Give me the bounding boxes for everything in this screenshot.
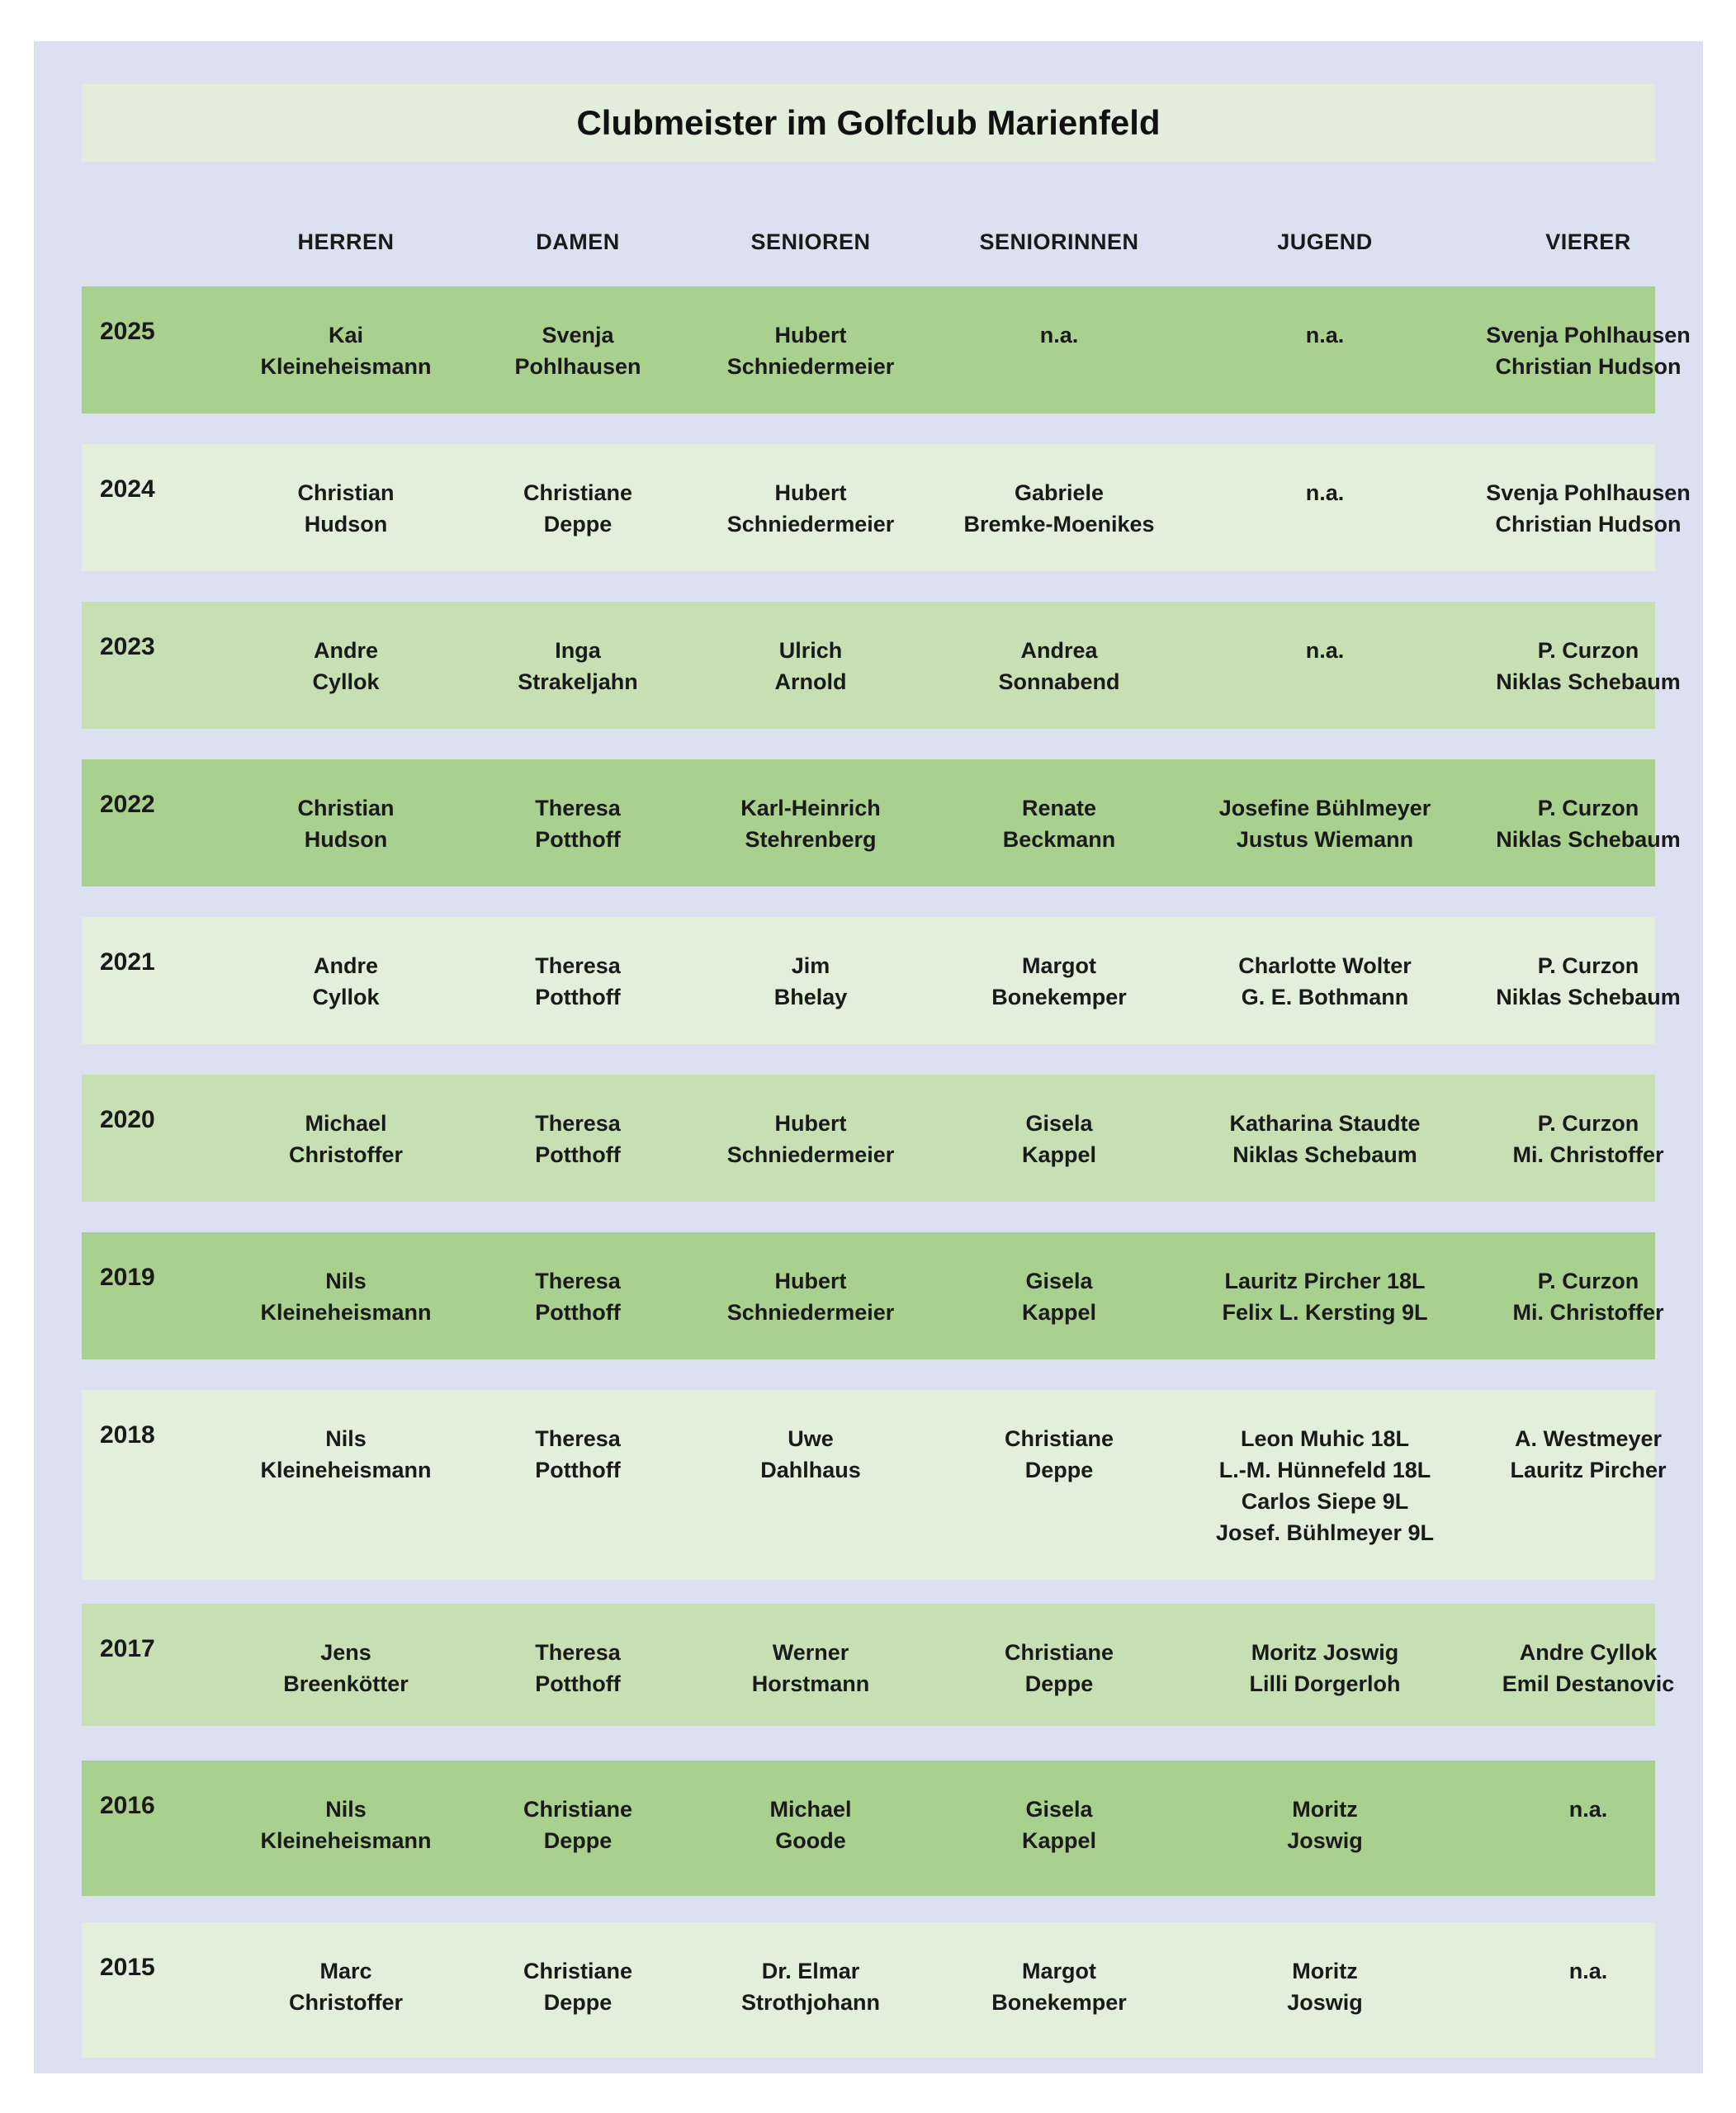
cell-herren bbox=[297, 792, 394, 855]
cell-seniorinnen bbox=[1005, 1637, 1114, 1699]
cell-line: Joswig bbox=[1287, 1990, 1363, 2015]
cell-vierer bbox=[1569, 1794, 1608, 1825]
cell-damen bbox=[523, 477, 632, 540]
cell-line: P. Curzon bbox=[1537, 1269, 1639, 1293]
cell-line: Hubert bbox=[774, 323, 847, 347]
cell-jugend bbox=[1287, 1794, 1363, 1856]
cell-vierer bbox=[1486, 477, 1691, 540]
cell-vierer bbox=[1569, 1955, 1608, 1987]
cell-seniorinnen bbox=[991, 1955, 1127, 2018]
cell-line: Werner bbox=[772, 1640, 849, 1665]
cell-line: Leon Muhic 18L bbox=[1240, 1426, 1410, 1451]
cell-line: Breenkötter bbox=[283, 1671, 409, 1696]
cell-line: Bhelay bbox=[773, 985, 848, 1009]
cell-line: Hubert bbox=[774, 1269, 847, 1293]
cell-damen bbox=[514, 319, 641, 382]
cell-line: Andre Cyllok bbox=[1519, 1640, 1658, 1665]
cell-line: n.a. bbox=[1305, 480, 1345, 505]
cell-herren bbox=[260, 319, 431, 382]
cell-line: Deppe bbox=[1024, 1458, 1094, 1482]
cell-line: Deppe bbox=[1024, 1671, 1094, 1696]
year-label: 2020 bbox=[100, 1106, 155, 1133]
cell-line: Karl-Heinrich bbox=[740, 796, 881, 820]
cell-vierer bbox=[1502, 1637, 1675, 1699]
cell-vierer bbox=[1496, 950, 1681, 1013]
cell-line: Justus Wiemann bbox=[1236, 827, 1414, 852]
cell-line: Hubert bbox=[774, 480, 847, 505]
cell-damen bbox=[535, 1637, 621, 1699]
year-label: 2021 bbox=[100, 948, 155, 976]
cell-line: n.a. bbox=[1039, 323, 1079, 347]
cell-vierer bbox=[1486, 319, 1691, 382]
cell-senioren bbox=[775, 635, 847, 697]
cell-line: Kai bbox=[328, 323, 364, 347]
cell-line: Pohlhausen bbox=[514, 354, 641, 379]
cell-seniorinnen bbox=[1022, 1265, 1096, 1328]
cell-senioren bbox=[727, 319, 895, 382]
cell-line: Felix L. Kersting 9L bbox=[1222, 1300, 1428, 1325]
table-row-2019 bbox=[82, 1232, 1664, 1359]
cell-line: Michael bbox=[305, 1111, 387, 1136]
cell-jugend bbox=[1222, 1265, 1427, 1328]
cell-line: Niklas Schebaum bbox=[1496, 827, 1681, 852]
cell-senioren bbox=[740, 792, 881, 855]
cell-senioren bbox=[760, 1423, 861, 1486]
cell-seniorinnen bbox=[999, 635, 1120, 697]
cell-line: Bonekemper bbox=[991, 1990, 1127, 2015]
year-label: 2024 bbox=[100, 475, 155, 503]
table-row-2020 bbox=[82, 1075, 1664, 1202]
cell-line: Deppe bbox=[543, 1990, 613, 2015]
table-row-2021 bbox=[82, 917, 1681, 1044]
cell-line: Kleineheismann bbox=[260, 354, 432, 379]
cell-herren bbox=[260, 1265, 431, 1328]
cell-seniorinnen bbox=[963, 477, 1154, 540]
cell-vierer bbox=[1496, 635, 1681, 697]
table-row-2018 bbox=[82, 1390, 1667, 1580]
cell-seniorinnen bbox=[991, 950, 1127, 1013]
cell-line: Kleineheismann bbox=[260, 1828, 432, 1853]
cell-line: Nils bbox=[325, 1269, 367, 1293]
cell-line: Nils bbox=[325, 1426, 367, 1451]
cell-line: Goode bbox=[775, 1828, 846, 1853]
cell-line: Niklas Schebaum bbox=[1496, 985, 1681, 1009]
cell-damen bbox=[535, 950, 621, 1013]
cell-line: Strakeljahn bbox=[518, 669, 638, 694]
cell-line: Niklas Schebaum bbox=[1232, 1142, 1417, 1167]
year-label: 2023 bbox=[100, 633, 155, 660]
cell-line: Christian Hudson bbox=[1495, 512, 1682, 537]
cell-line: Andre bbox=[313, 953, 378, 978]
cell-line: Christiane bbox=[1004, 1426, 1114, 1451]
cell-line: Joswig bbox=[1287, 1828, 1363, 1853]
cell-line: Kappel bbox=[1021, 1300, 1097, 1325]
cell-line: Deppe bbox=[543, 1828, 613, 1853]
column-header-senioren: SENIOREN bbox=[750, 229, 871, 254]
year-label: 2019 bbox=[100, 1264, 155, 1291]
cell-line: Jens bbox=[320, 1640, 371, 1665]
cell-line: Cyllok bbox=[312, 669, 380, 694]
cell-line: Gabriele bbox=[1014, 480, 1105, 505]
year-label: 2022 bbox=[100, 791, 155, 818]
cell-senioren bbox=[741, 1955, 880, 2018]
cell-line: Potthoff bbox=[535, 985, 621, 1009]
cell-jugend bbox=[1306, 477, 1345, 508]
page-title: Clubmeister im Golfclub Marienfeld bbox=[82, 84, 1655, 162]
cell-line: Potthoff bbox=[535, 1671, 621, 1696]
cell-line: Schniedermeier bbox=[726, 1300, 895, 1325]
cell-line: n.a. bbox=[1305, 638, 1345, 663]
cell-line: Margot bbox=[1022, 953, 1096, 978]
cell-line: Theresa bbox=[535, 1269, 621, 1293]
cell-vierer bbox=[1496, 792, 1681, 855]
year-label: 2018 bbox=[100, 1421, 155, 1449]
cell-damen bbox=[535, 1423, 621, 1486]
table-row-2017 bbox=[82, 1604, 1675, 1726]
table-row-2016 bbox=[82, 1761, 1655, 1896]
cell-line: Gisela bbox=[1025, 1797, 1093, 1822]
cell-line: Carlos Siepe 9L bbox=[1241, 1489, 1409, 1514]
cell-senioren bbox=[774, 950, 848, 1013]
table-row-2015 bbox=[82, 1922, 1655, 2058]
cell-line: Christiane bbox=[523, 1797, 633, 1822]
table-row-2025 bbox=[82, 286, 1691, 414]
cell-line: P. Curzon bbox=[1537, 796, 1639, 820]
cell-line: Theresa bbox=[535, 796, 621, 820]
year-label: 2016 bbox=[100, 1792, 155, 1819]
cell-herren bbox=[289, 1108, 403, 1170]
cell-line: Niklas Schebaum bbox=[1496, 669, 1681, 694]
cell-line: Christian bbox=[297, 480, 395, 505]
cell-vierer bbox=[1510, 1423, 1666, 1486]
cell-senioren bbox=[727, 1265, 895, 1328]
cell-line: Christiane bbox=[523, 1959, 633, 1983]
cell-line: Strothjohann bbox=[741, 1990, 880, 2015]
cell-vierer bbox=[1512, 1108, 1663, 1170]
cell-seniorinnen bbox=[1040, 319, 1079, 351]
cell-line: Moritz bbox=[1292, 1959, 1358, 1983]
cell-damen bbox=[535, 1265, 621, 1328]
cell-damen bbox=[523, 1955, 632, 2018]
cell-line: Theresa bbox=[535, 1111, 621, 1136]
cell-herren bbox=[283, 1637, 409, 1699]
cell-line: Gisela bbox=[1025, 1269, 1093, 1293]
cell-line: n.a. bbox=[1568, 1959, 1608, 1983]
year-label: 2025 bbox=[100, 318, 155, 345]
cell-line: Schniedermeier bbox=[726, 512, 895, 537]
cell-line: Mi. Christoffer bbox=[1512, 1300, 1664, 1325]
column-header-herren: HERREN bbox=[297, 229, 395, 254]
cell-line: Svenja Pohlhausen bbox=[1486, 323, 1691, 347]
cell-jugend bbox=[1219, 792, 1431, 855]
cell-line: Katharina Staudte bbox=[1229, 1111, 1421, 1136]
cell-line: P. Curzon bbox=[1537, 1111, 1639, 1136]
cell-line: A. Westmeyer bbox=[1514, 1426, 1663, 1451]
cell-line: Marc bbox=[319, 1959, 372, 1983]
cell-line: Gisela bbox=[1025, 1111, 1093, 1136]
cell-line: Andre bbox=[313, 638, 378, 663]
cell-herren bbox=[297, 477, 394, 540]
cell-line: Hubert bbox=[774, 1111, 847, 1136]
cell-line: Kleineheismann bbox=[260, 1300, 432, 1325]
cell-line: Hudson bbox=[304, 827, 388, 852]
page-frame bbox=[34, 41, 1703, 2073]
cell-line: Sonnabend bbox=[998, 669, 1120, 694]
cell-damen bbox=[535, 792, 621, 855]
cell-line: Moritz Joswig bbox=[1251, 1640, 1399, 1665]
cell-line: Andrea bbox=[1020, 638, 1098, 663]
cell-herren bbox=[312, 950, 379, 1013]
cell-seniorinnen bbox=[1022, 1108, 1096, 1170]
cell-line: G. E. Bothmann bbox=[1241, 985, 1409, 1009]
cell-line: Inga bbox=[555, 638, 601, 663]
cell-line: Renate bbox=[1021, 796, 1097, 820]
cell-seniorinnen bbox=[1005, 1423, 1114, 1486]
cell-line: P. Curzon bbox=[1537, 953, 1639, 978]
cell-herren bbox=[289, 1955, 403, 2018]
cell-jugend bbox=[1238, 950, 1412, 1013]
cell-line: Christian bbox=[297, 796, 395, 820]
cell-line: Potthoff bbox=[535, 1142, 621, 1167]
cell-line: Schniedermeier bbox=[726, 1142, 895, 1167]
cell-line: Deppe bbox=[543, 512, 613, 537]
cell-line: Christiane bbox=[523, 480, 633, 505]
cell-line: Dr. Elmar bbox=[761, 1959, 860, 1983]
cell-line: Josef. Bühlmeyer 9L bbox=[1215, 1520, 1435, 1545]
column-header-vierer: VIERER bbox=[1545, 229, 1631, 254]
cell-line: Theresa bbox=[535, 1426, 621, 1451]
cell-line: Margot bbox=[1022, 1959, 1096, 1983]
cell-line: Schniedermeier bbox=[726, 354, 895, 379]
cell-herren bbox=[312, 635, 379, 697]
cell-herren bbox=[260, 1423, 431, 1486]
cell-line: n.a. bbox=[1305, 323, 1345, 347]
cell-line: Beckmann bbox=[1002, 827, 1116, 852]
cell-jugend bbox=[1306, 319, 1345, 351]
cell-line: L.-M. Hünnefeld 18L bbox=[1218, 1458, 1431, 1482]
cell-line: Emil Destanovic bbox=[1502, 1671, 1675, 1696]
table-row-2024 bbox=[82, 444, 1691, 571]
cell-line: Theresa bbox=[535, 953, 621, 978]
cell-line: Kappel bbox=[1021, 1828, 1097, 1853]
column-header-seniorinnen: SENIORINNEN bbox=[979, 229, 1139, 254]
cell-line: Horstmann bbox=[751, 1671, 870, 1696]
cell-line: Potthoff bbox=[535, 1458, 621, 1482]
cell-senioren bbox=[752, 1637, 870, 1699]
cell-seniorinnen bbox=[1003, 792, 1116, 855]
cell-line: Mi. Christoffer bbox=[1512, 1142, 1664, 1167]
cell-line: Potthoff bbox=[535, 1300, 621, 1325]
cell-line: Cyllok bbox=[312, 985, 380, 1009]
cell-line: Nils bbox=[325, 1797, 367, 1822]
cell-line: Kappel bbox=[1021, 1142, 1097, 1167]
cell-jugend bbox=[1229, 1108, 1420, 1170]
cell-line: Lauritz Pircher bbox=[1510, 1458, 1667, 1482]
cell-line: Dahlhaus bbox=[760, 1458, 861, 1482]
cell-damen bbox=[535, 1108, 621, 1170]
cell-line: Arnold bbox=[774, 669, 847, 694]
cell-damen bbox=[518, 635, 638, 697]
cell-line: Bonekemper bbox=[991, 985, 1127, 1009]
cell-line: Michael bbox=[769, 1797, 852, 1822]
cell-jugend bbox=[1306, 635, 1345, 666]
cell-herren bbox=[260, 1794, 431, 1856]
cell-senioren bbox=[769, 1794, 851, 1856]
cell-jugend bbox=[1287, 1955, 1363, 2018]
table-row-2023 bbox=[82, 602, 1681, 729]
column-header-damen: DAMEN bbox=[536, 229, 620, 254]
column-header-jugend: JUGEND bbox=[1277, 229, 1373, 254]
cell-line: Christoffer bbox=[288, 1142, 404, 1167]
cell-line: Charlotte Wolter bbox=[1238, 953, 1412, 978]
cell-line: Christian Hudson bbox=[1495, 354, 1682, 379]
cell-line: Ulrich bbox=[778, 638, 843, 663]
cell-line: Stehrenberg bbox=[745, 827, 877, 852]
cell-line: Uwe bbox=[788, 1426, 834, 1451]
cell-line: Moritz bbox=[1292, 1797, 1358, 1822]
column-header-row bbox=[82, 221, 1655, 262]
cell-line: Josefine Bühlmeyer bbox=[1218, 796, 1431, 820]
cell-vierer bbox=[1512, 1265, 1663, 1328]
year-label: 2015 bbox=[100, 1954, 155, 1981]
cell-line: Christiane bbox=[1004, 1640, 1114, 1665]
cell-line: Bremke-Moenikes bbox=[963, 512, 1155, 537]
cell-line: Kleineheismann bbox=[260, 1458, 432, 1482]
cell-line: Potthoff bbox=[535, 827, 621, 852]
cell-line: Theresa bbox=[535, 1640, 621, 1665]
cell-senioren bbox=[727, 477, 895, 540]
cell-line: Svenja bbox=[542, 323, 614, 347]
cell-line: Lauritz Pircher 18L bbox=[1224, 1269, 1426, 1293]
cell-damen bbox=[523, 1794, 632, 1856]
cell-line: P. Curzon bbox=[1537, 638, 1639, 663]
cell-line: n.a. bbox=[1568, 1797, 1608, 1822]
cell-seniorinnen bbox=[1022, 1794, 1096, 1856]
cell-jugend bbox=[1249, 1637, 1400, 1699]
cell-jugend bbox=[1216, 1423, 1434, 1548]
cell-line: Hudson bbox=[304, 512, 388, 537]
cell-line: Svenja Pohlhausen bbox=[1486, 480, 1691, 505]
table-row-2022 bbox=[82, 759, 1681, 886]
cell-line: Jim bbox=[791, 953, 830, 978]
cell-line: Christoffer bbox=[288, 1990, 404, 2015]
cell-line: Lilli Dorgerloh bbox=[1249, 1671, 1401, 1696]
year-label: 2017 bbox=[100, 1635, 155, 1662]
cell-senioren bbox=[727, 1108, 895, 1170]
